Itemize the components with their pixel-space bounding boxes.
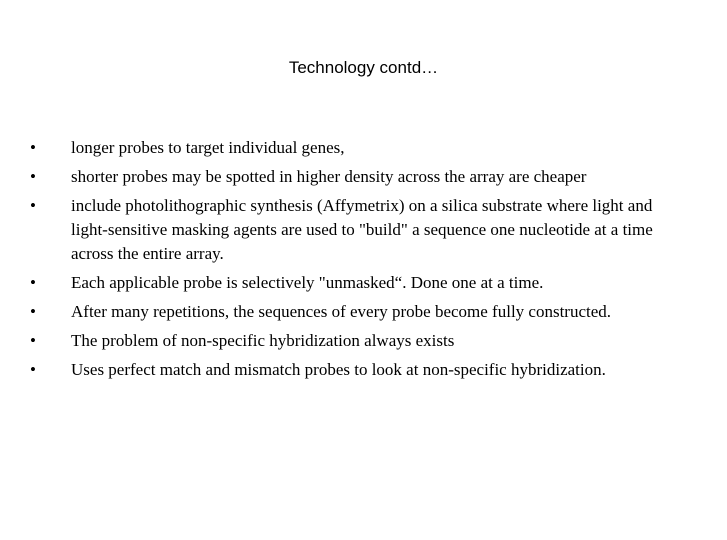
bullet-text: The problem of non-specific hybridization always exists — [71, 331, 455, 350]
bullet-item — [30, 329, 690, 353]
bullet-text: Uses perfect match and mismatch probes to look at non-specific hybridization. — [71, 360, 606, 379]
bullet-item — [30, 136, 690, 160]
bullet-marker: • — [30, 167, 36, 186]
bullet-marker: • — [30, 138, 36, 157]
bullet-item — [30, 300, 690, 324]
bullet-text: longer probes to target individual genes, — [71, 138, 345, 157]
bullet-marker: • — [30, 302, 36, 321]
bullet-marker: • — [30, 196, 36, 215]
bullet-text: Each applicable probe is selectively "unmasked“. Done one at a time. — [71, 273, 544, 292]
bullet-item — [30, 358, 690, 382]
slide-title: Technology contd… — [288, 58, 439, 77]
bullet-item — [30, 165, 690, 189]
bullet-marker: • — [30, 273, 36, 292]
bullet-item — [30, 194, 690, 266]
bullet-text: After many repetitions, the sequences of every probe become fully constructed. — [71, 302, 612, 321]
bullet-marker: • — [30, 360, 36, 379]
bullet-item — [30, 271, 690, 295]
bullet-text: shorter probes may be spotted in higher density across the array are cheaper — [71, 167, 587, 186]
bullet-marker: • — [30, 331, 36, 350]
bullet-list — [30, 136, 690, 387]
bullet-text: include photolithographic synthesis (Affymetrix) on a silica substrate where light and light-sensitive masking agents are used to "build" a sequence one nucleotide at a time across the entire array. — [71, 196, 653, 263]
